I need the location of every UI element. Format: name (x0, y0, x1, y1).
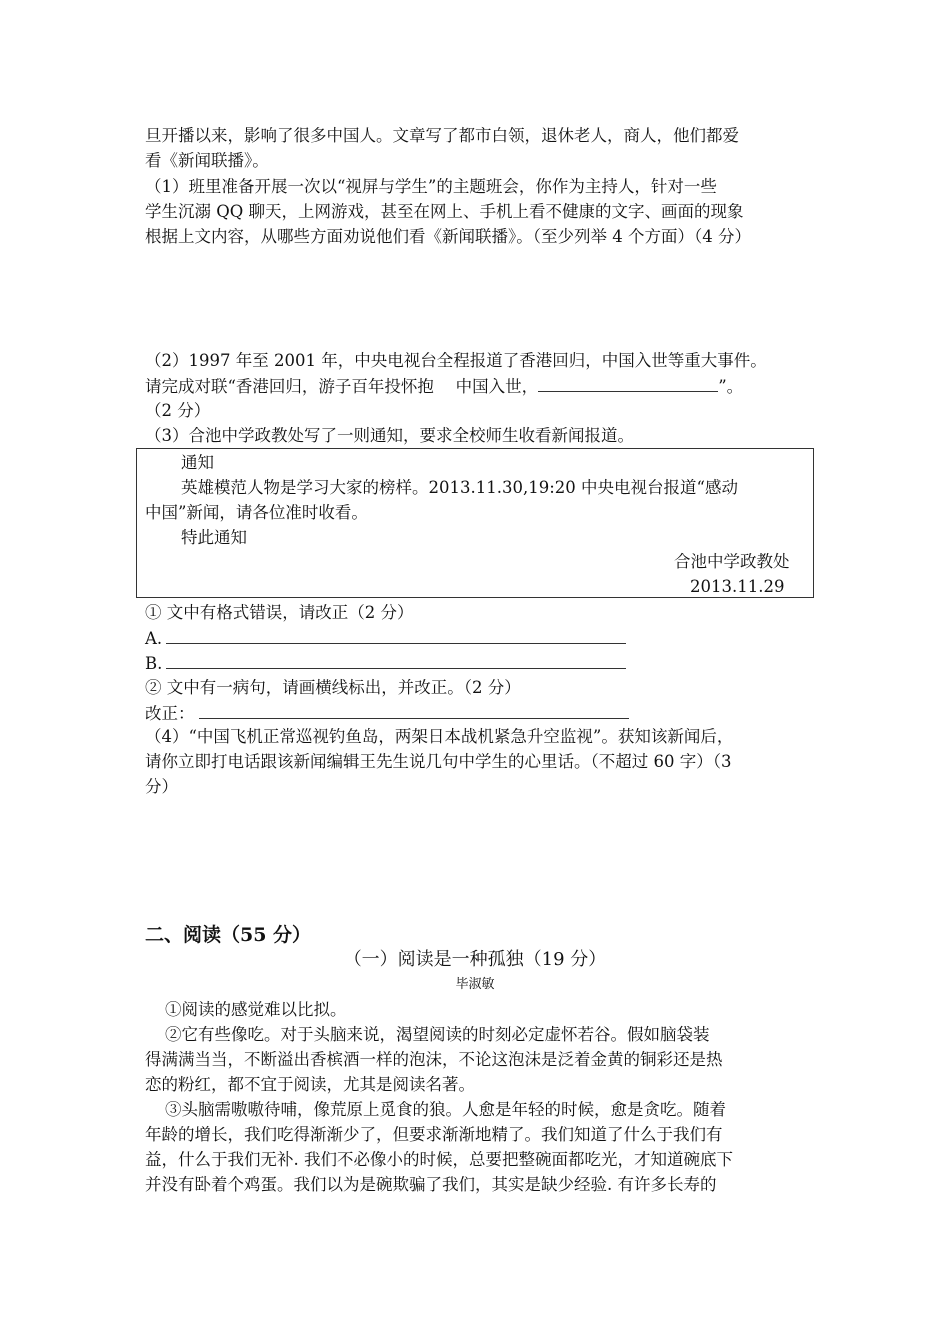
question-2-score: （2 分） (145, 401, 211, 420)
question-4-line: 分） (145, 777, 178, 796)
article-paragraph-line: 并没有卧着个鸡蛋。我们以为是碗欺骗了我们，其实是缺少经验. 有许多长寿的 (145, 1175, 717, 1194)
paragraph-line: 看《新闻联播》。 (145, 151, 269, 170)
article-paragraph-line: ①阅读的感觉难以比拟。 (165, 1000, 347, 1019)
couplet-close-quote: ”。 (718, 377, 744, 396)
paragraph-line: 旦开播以来，影响了很多中国人。文章写了都市白领，退休老人，商人，他们都爱 (145, 126, 739, 145)
question-1-line: 根据上文内容，从哪些方面劝说他们看《新闻联播》。（至少列举 4 个方面）（4 分） (145, 227, 751, 246)
notice-closing: 特此通知 (181, 528, 247, 547)
answer-b-label: B. (145, 654, 163, 673)
answer-line-b (145, 651, 626, 676)
article-paragraph-line: ②它有些像吃。对于头脑来说，渴望阅读的时刻必定虚怀若谷。假如脑袋装 (165, 1025, 710, 1044)
question-1-line: （1）班里准备开展一次以“视屏与学生”的主题班会，你作为主持人，针对一些 (145, 177, 717, 196)
article-paragraph-line: 得满满当当，不断溢出香槟酒一样的泡沫，不论这泡沫是泛着金黄的铜彩还是热 (145, 1050, 723, 1069)
article-author: 毕淑敏 (455, 977, 495, 992)
correction-line (145, 701, 629, 726)
article-paragraph-line: 年龄的增长，我们吃得渐渐少了，但要求渐渐地精了。我们知道了什么于我们有 (145, 1125, 723, 1144)
notice-body-line: 中国”新闻，请各位准时收看。 (145, 503, 368, 522)
notice-date: 2013.11.29 (690, 577, 785, 596)
question-1-line: 学生沉溺 QQ 聊天，上网游戏，甚至在网上、手机上看不健康的文字、画面的现象 (145, 202, 744, 221)
answer-b-blank[interactable] (166, 651, 626, 669)
couplet-prompt: 请完成对联“香港回归，游子百年投怀抱 中国入世， (145, 377, 539, 396)
correction-label: 改正： (145, 704, 195, 723)
notice-body-line: 英雄模范人物是学习大家的榜样。2013.11.30,19:20 中央电视台报道“感动 (181, 478, 738, 497)
question-4-line: 请你立即打电话跟该新闻编辑王先生说几句中学生的心里话。（不超过 60 字）（3 (145, 752, 732, 771)
answer-line-a (145, 626, 626, 651)
question-3-intro: （3）合池中学政教处写了一则通知，要求全校师生收看新闻报道。 (145, 426, 634, 445)
question-2-line: （2）1997 年至 2001 年，中央电视台全程报道了香港回归，中国入世等重大事件。 (145, 351, 767, 370)
answer-a-blank[interactable] (166, 626, 626, 644)
answer-a-label: A. (145, 629, 163, 648)
article-title: （一）阅读是一种孤独（19 分） (343, 949, 607, 970)
question-3-sub2: ② 文中有一病句，请画横线标出，并改正。（2 分） (145, 678, 521, 697)
notice-signature: 合池中学政教处 (674, 552, 790, 571)
question-3-sub1: ① 文中有格式错误，请改正（2 分） (145, 603, 414, 622)
correction-blank[interactable] (199, 701, 629, 719)
notice-title: 通知 (181, 453, 214, 472)
question-4-line: （4）“中国飞机正常巡视钓鱼岛，两架日本战机紧急升空监视”。获知该新闻后， (145, 727, 734, 746)
question-2-line (145, 374, 743, 399)
article-paragraph-line: 益，什么于我们无补. 我们不必像小的时候，总要把整碗面都吃光，才知道碗底下 (145, 1150, 733, 1169)
couplet-answer-blank[interactable] (538, 374, 718, 392)
article-paragraph-line: 恋的粉红，都不宜于阅读，尤其是阅读名著。 (145, 1075, 475, 1094)
article-paragraph-line: ③头脑需嗷嗷待哺，像荒原上觅食的狼。人愈是年轻的时候，愈是贪吃。随着 (165, 1100, 726, 1119)
section-title: 二、阅读（55 分） (145, 924, 312, 946)
